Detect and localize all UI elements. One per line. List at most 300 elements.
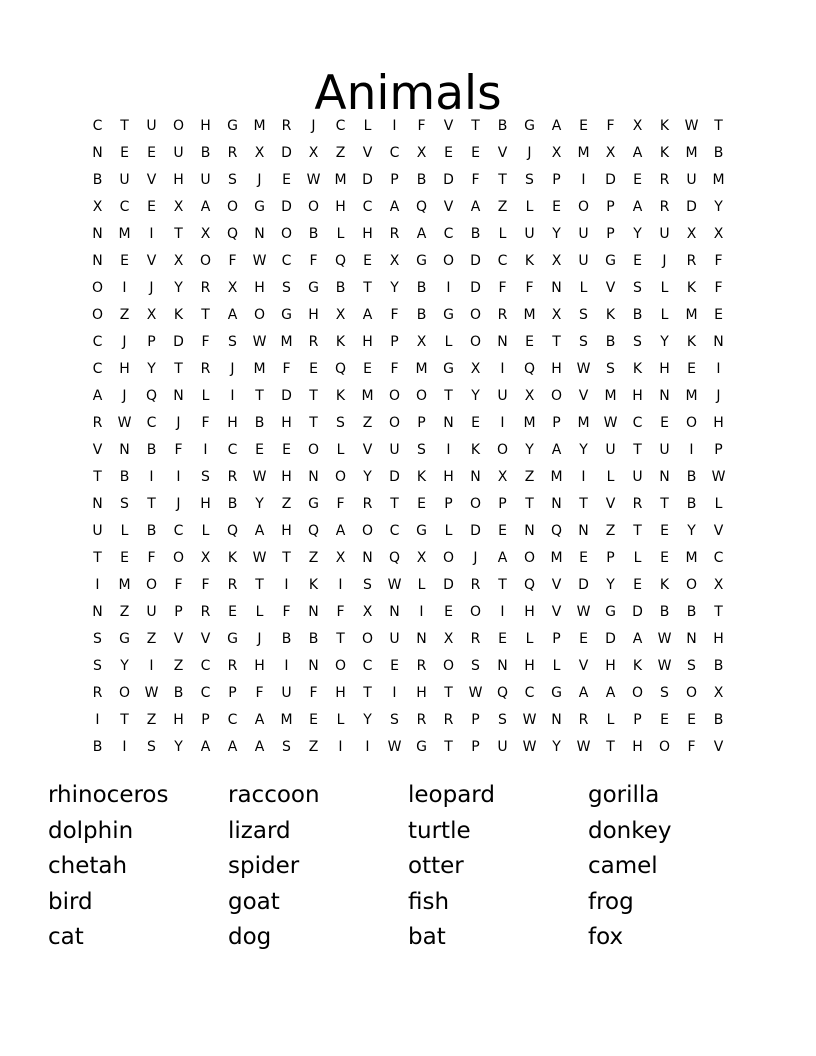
grid-letter: R: [659, 171, 670, 188]
grid-letter: O: [172, 549, 185, 566]
grid-letter: R: [227, 468, 238, 485]
grid-letter: E: [255, 441, 264, 458]
grid-letter: Q: [307, 522, 320, 539]
grid-letter: V: [92, 441, 103, 458]
grid-letter: E: [579, 549, 588, 566]
grid-letter: Y: [363, 468, 372, 485]
grid-letter: J: [230, 360, 235, 377]
grid-letter: D: [281, 198, 292, 215]
grid-letter: R: [200, 603, 211, 620]
grid-letter: F: [498, 279, 507, 296]
grid-letter: R: [389, 225, 400, 242]
grid-letter: B: [416, 306, 427, 323]
grid-letter: N: [497, 333, 508, 350]
grid-letter: C: [281, 252, 292, 269]
grid-letter: S: [390, 711, 399, 728]
grid-letter: Y: [174, 738, 183, 755]
grid-letter: K: [632, 360, 643, 377]
grid-letter: F: [336, 603, 345, 620]
grid-letter: T: [174, 360, 183, 377]
grid-letter: F: [147, 549, 156, 566]
grid-letter: T: [660, 495, 669, 512]
grid-letter: H: [281, 522, 292, 539]
grid-letter: F: [714, 279, 723, 296]
grid-letter: O: [469, 603, 482, 620]
grid-letter: N: [497, 657, 508, 674]
grid-letter: N: [524, 522, 535, 539]
grid-letter: F: [255, 684, 264, 701]
grid-letter: H: [713, 414, 724, 431]
grid-letter: C: [227, 441, 238, 458]
grid-letter: M: [550, 549, 563, 566]
grid-letter: Z: [524, 468, 535, 485]
grid-letter: P: [390, 171, 399, 188]
grid-letter: A: [632, 198, 643, 215]
grid-letter: K: [659, 144, 670, 161]
grid-letter: X: [173, 252, 184, 269]
grid-letter: G: [443, 360, 454, 377]
word-list-item: rhinoceros: [48, 782, 169, 808]
grid-letter: I: [95, 711, 100, 728]
grid-letter: Y: [120, 657, 129, 674]
grid-letter: N: [173, 387, 184, 404]
grid-letter: V: [443, 198, 454, 215]
grid-letter: R: [497, 306, 508, 323]
grid-letter: T: [309, 414, 318, 431]
grid-letter: X: [389, 252, 400, 269]
grid-letter: Y: [606, 576, 615, 593]
grid-letter: V: [578, 387, 589, 404]
grid-letter: X: [416, 549, 427, 566]
word-list-item: bat: [408, 924, 446, 950]
grid-letter: A: [551, 117, 562, 134]
grid-letter: X: [497, 468, 508, 485]
grid-letter: Y: [552, 738, 561, 755]
grid-letter: E: [660, 414, 669, 431]
grid-letter: E: [282, 441, 291, 458]
grid-letter: G: [416, 522, 427, 539]
grid-letter: X: [200, 225, 211, 242]
grid-letter: L: [606, 711, 615, 728]
grid-letter: P: [174, 603, 183, 620]
grid-letter: B: [659, 603, 670, 620]
grid-letter: E: [498, 630, 507, 647]
grid-letter: J: [149, 279, 154, 296]
grid-letter: V: [605, 495, 616, 512]
grid-letter: W: [522, 711, 537, 728]
grid-letter: F: [336, 495, 345, 512]
grid-letter: D: [686, 198, 697, 215]
grid-letter: M: [118, 225, 131, 242]
grid-letter: J: [662, 252, 667, 269]
grid-letter: E: [687, 711, 696, 728]
grid-letter: F: [606, 117, 615, 134]
grid-letter: M: [685, 306, 698, 323]
grid-letter: K: [605, 306, 616, 323]
grid-letter: D: [605, 630, 616, 647]
grid-letter: Q: [523, 576, 536, 593]
grid-letter: Z: [119, 603, 130, 620]
grid-letter: T: [336, 630, 345, 647]
grid-letter: Z: [173, 657, 184, 674]
grid-letter: D: [362, 171, 373, 188]
grid-letter: X: [416, 333, 427, 350]
grid-letter: E: [363, 360, 372, 377]
grid-letter: G: [416, 738, 427, 755]
grid-letter: Q: [334, 252, 347, 269]
grid-letter: F: [174, 576, 183, 593]
grid-letter: R: [416, 711, 427, 728]
grid-letter: U: [497, 387, 508, 404]
grid-letter: R: [281, 117, 292, 134]
grid-letter: P: [633, 711, 642, 728]
grid-letter: P: [714, 441, 723, 458]
grid-letter: T: [633, 441, 642, 458]
grid-letter: O: [145, 576, 158, 593]
grid-letter: O: [226, 198, 239, 215]
grid-letter: K: [659, 117, 670, 134]
grid-letter: X: [551, 306, 562, 323]
grid-letter: E: [120, 144, 129, 161]
grid-letter: X: [713, 684, 724, 701]
grid-letter: I: [446, 441, 451, 458]
grid-letter: L: [660, 306, 669, 323]
grid-letter: T: [498, 171, 507, 188]
grid-letter: W: [603, 414, 618, 431]
grid-letter: O: [415, 387, 428, 404]
grid-letter: X: [416, 144, 427, 161]
grid-letter: Q: [388, 549, 401, 566]
grid-letter: J: [122, 387, 127, 404]
grid-letter: S: [579, 333, 588, 350]
grid-letter: S: [93, 630, 102, 647]
grid-letter: V: [200, 630, 211, 647]
grid-letter: S: [201, 468, 210, 485]
grid-letter: E: [660, 549, 669, 566]
grid-letter: F: [390, 306, 399, 323]
grid-letter: Y: [255, 495, 264, 512]
grid-letter: E: [120, 252, 129, 269]
grid-letter: O: [631, 684, 644, 701]
grid-letter: T: [201, 306, 210, 323]
grid-letter: E: [633, 171, 642, 188]
grid-letter: H: [254, 279, 265, 296]
grid-letter: E: [444, 144, 453, 161]
grid-letter: W: [117, 414, 132, 431]
grid-letter: L: [660, 279, 669, 296]
grid-letter: X: [254, 144, 265, 161]
word-list-item: donkey: [588, 817, 672, 844]
grid-letter: Y: [714, 198, 723, 215]
grid-letter: B: [227, 495, 238, 512]
grid-letter: V: [443, 117, 454, 134]
grid-letter: V: [497, 144, 508, 161]
grid-letter: S: [120, 495, 129, 512]
grid-letter: Y: [579, 441, 588, 458]
grid-letter: I: [338, 576, 343, 593]
grid-letter: E: [633, 576, 642, 593]
grid-letter: I: [500, 603, 505, 620]
grid-letter: R: [308, 333, 319, 350]
grid-letter: C: [173, 522, 184, 539]
grid-letter: S: [228, 171, 237, 188]
grid-letter: J: [527, 144, 532, 161]
word-list-item: lizard: [228, 817, 291, 844]
grid-letter: O: [685, 684, 698, 701]
grid-letter: U: [578, 252, 589, 269]
grid-letter: X: [686, 225, 697, 242]
grid-letter: E: [498, 522, 507, 539]
grid-letter: R: [416, 657, 427, 674]
grid-letter: T: [552, 333, 561, 350]
grid-letter: T: [147, 495, 156, 512]
grid-letter: I: [338, 738, 343, 755]
grid-letter: M: [550, 468, 563, 485]
word-list-item: dolphin: [48, 817, 134, 844]
grid-letter: L: [579, 279, 588, 296]
grid-letter: S: [282, 738, 291, 755]
grid-letter: W: [576, 360, 591, 377]
grid-letter: N: [92, 495, 103, 512]
grid-letter: W: [522, 738, 537, 755]
grid-letter: B: [308, 225, 319, 242]
grid-letter: Y: [660, 333, 669, 350]
grid-letter: I: [689, 441, 694, 458]
grid-letter: V: [173, 630, 184, 647]
grid-letter: S: [687, 657, 696, 674]
grid-letter: S: [228, 333, 237, 350]
grid-letter: F: [201, 333, 210, 350]
grid-letter: B: [713, 144, 724, 161]
grid-letter: O: [442, 252, 455, 269]
grid-letter: P: [552, 171, 561, 188]
grid-letter: J: [257, 630, 262, 647]
grid-letter: T: [255, 576, 264, 593]
grid-letter: E: [552, 198, 561, 215]
grid-letter: D: [281, 387, 292, 404]
grid-letter: E: [120, 549, 129, 566]
grid-letter: Y: [525, 441, 534, 458]
grid-letter: E: [282, 171, 291, 188]
grid-letter: K: [227, 549, 238, 566]
grid-letter: I: [284, 657, 289, 674]
grid-letter: I: [581, 171, 586, 188]
grid-letter: C: [524, 684, 535, 701]
grid-letter: G: [308, 279, 319, 296]
grid-letter: A: [200, 198, 211, 215]
grid-letter: E: [579, 630, 588, 647]
grid-letter: S: [147, 738, 156, 755]
grid-letter: A: [389, 198, 400, 215]
grid-letter: O: [361, 522, 374, 539]
word-list-item: camel: [588, 853, 658, 879]
grid-letter: X: [335, 306, 346, 323]
grid-letter: T: [444, 387, 453, 404]
grid-letter: A: [92, 387, 103, 404]
grid-letter: O: [307, 441, 320, 458]
grid-letter: J: [473, 549, 478, 566]
grid-letter: X: [92, 198, 103, 215]
grid-letter: C: [92, 117, 103, 134]
grid-letter: A: [578, 684, 589, 701]
word-list: [48, 778, 768, 956]
grid-letter: G: [443, 306, 454, 323]
grid-letter: O: [523, 549, 536, 566]
grid-letter: I: [149, 657, 154, 674]
grid-letter: E: [444, 603, 453, 620]
grid-letter: C: [227, 711, 238, 728]
grid-letter: N: [470, 468, 481, 485]
grid-letter: T: [120, 117, 129, 134]
grid-letter: S: [606, 360, 615, 377]
grid-letter: I: [500, 414, 505, 431]
grid-letter: E: [471, 414, 480, 431]
grid-letter: B: [416, 279, 427, 296]
grid-letter: X: [308, 144, 319, 161]
grid-letter: F: [309, 252, 318, 269]
grid-letter: J: [311, 117, 316, 134]
grid-letter: U: [119, 171, 130, 188]
grid-letter: L: [444, 522, 453, 539]
grid-letter: S: [525, 171, 534, 188]
grid-letter: U: [92, 522, 103, 539]
grid-letter: N: [254, 225, 265, 242]
grid-letter: T: [444, 684, 453, 701]
grid-letter: W: [252, 549, 267, 566]
grid-letter: D: [443, 576, 454, 593]
grid-letter: M: [685, 144, 698, 161]
grid-letter: A: [335, 522, 346, 539]
grid-letter: B: [254, 414, 265, 431]
grid-letter: E: [147, 144, 156, 161]
word-list-item: cat: [48, 924, 84, 950]
grid-letter: L: [363, 117, 372, 134]
grid-letter: R: [470, 576, 481, 593]
grid-letter: B: [686, 468, 697, 485]
grid-letter: B: [146, 441, 157, 458]
grid-letter: Q: [226, 522, 239, 539]
grid-letter: I: [392, 684, 397, 701]
grid-letter: I: [95, 576, 100, 593]
grid-letter: O: [199, 252, 212, 269]
grid-letter: N: [416, 630, 427, 647]
grid-letter: T: [93, 468, 102, 485]
grid-letter: G: [308, 495, 319, 512]
grid-letter: O: [496, 441, 509, 458]
grid-letter: C: [632, 414, 643, 431]
grid-letter: R: [578, 711, 589, 728]
grid-letter: O: [91, 306, 104, 323]
grid-letter: C: [362, 657, 373, 674]
grid-letter: E: [525, 333, 534, 350]
grid-letter: E: [471, 144, 480, 161]
grid-letter: I: [203, 441, 208, 458]
grid-letter: U: [146, 603, 157, 620]
grid-letter: X: [713, 225, 724, 242]
grid-letter: T: [255, 387, 264, 404]
grid-letter: O: [577, 198, 590, 215]
grid-letter: D: [578, 576, 589, 593]
grid-letter: U: [281, 684, 292, 701]
grid-letter: A: [551, 441, 562, 458]
page-title: Animals: [314, 66, 502, 122]
grid-letter: V: [713, 522, 724, 539]
grid-letter: L: [255, 603, 264, 620]
grid-letter: N: [659, 468, 670, 485]
grid-letter: S: [93, 657, 102, 674]
grid-letter: L: [552, 657, 561, 674]
grid-letter: H: [551, 360, 562, 377]
grid-letter: V: [146, 252, 157, 269]
grid-letter: K: [470, 441, 481, 458]
grid-letter: M: [415, 360, 428, 377]
letter-grid: [84, 112, 732, 760]
grid-letter: I: [284, 576, 289, 593]
grid-letter: B: [416, 171, 427, 188]
grid-letter: I: [176, 468, 181, 485]
word-list-item: chetah: [48, 853, 128, 879]
grid-letter: I: [716, 360, 721, 377]
grid-letter: Z: [119, 306, 130, 323]
grid-letter: K: [659, 576, 670, 593]
grid-letter: H: [173, 711, 184, 728]
grid-letter: M: [361, 387, 374, 404]
grid-letter: E: [633, 252, 642, 269]
grid-letter: Q: [226, 225, 239, 242]
grid-letter: R: [470, 630, 481, 647]
grid-letter: I: [581, 468, 586, 485]
grid-letter: U: [200, 171, 211, 188]
grid-letter: O: [361, 630, 374, 647]
grid-letter: N: [389, 603, 400, 620]
grid-letter: K: [686, 279, 697, 296]
grid-letter: Z: [146, 630, 157, 647]
grid-letter: V: [146, 171, 157, 188]
grid-letter: I: [149, 225, 154, 242]
grid-letter: E: [228, 603, 237, 620]
grid-letter: X: [551, 252, 562, 269]
grid-letter: Z: [281, 495, 292, 512]
grid-letter: L: [120, 522, 129, 539]
grid-letter: B: [200, 144, 211, 161]
grid-letter: B: [92, 738, 103, 755]
grid-letter: U: [659, 225, 670, 242]
grid-letter: O: [388, 387, 401, 404]
grid-letter: G: [605, 603, 616, 620]
grid-letter: I: [446, 279, 451, 296]
grid-letter: G: [254, 198, 265, 215]
grid-letter: W: [657, 630, 672, 647]
grid-letter: A: [227, 306, 238, 323]
word-list-item: fish: [408, 888, 450, 915]
grid-letter: O: [469, 333, 482, 350]
grid-letter: T: [714, 117, 723, 134]
grid-letter: P: [552, 630, 561, 647]
grid-letter: L: [336, 711, 345, 728]
grid-letter: T: [120, 711, 129, 728]
grid-letter: U: [173, 144, 184, 161]
grid-letter: J: [257, 171, 262, 188]
word-list-item: gorilla: [588, 782, 660, 808]
grid-letter: M: [118, 576, 131, 593]
grid-letter: V: [713, 738, 724, 755]
grid-letter: H: [173, 171, 184, 188]
grid-letter: K: [335, 387, 346, 404]
grid-letter: B: [146, 522, 157, 539]
grid-letter: N: [551, 711, 562, 728]
grid-letter: P: [417, 414, 426, 431]
grid-letter: L: [201, 387, 210, 404]
